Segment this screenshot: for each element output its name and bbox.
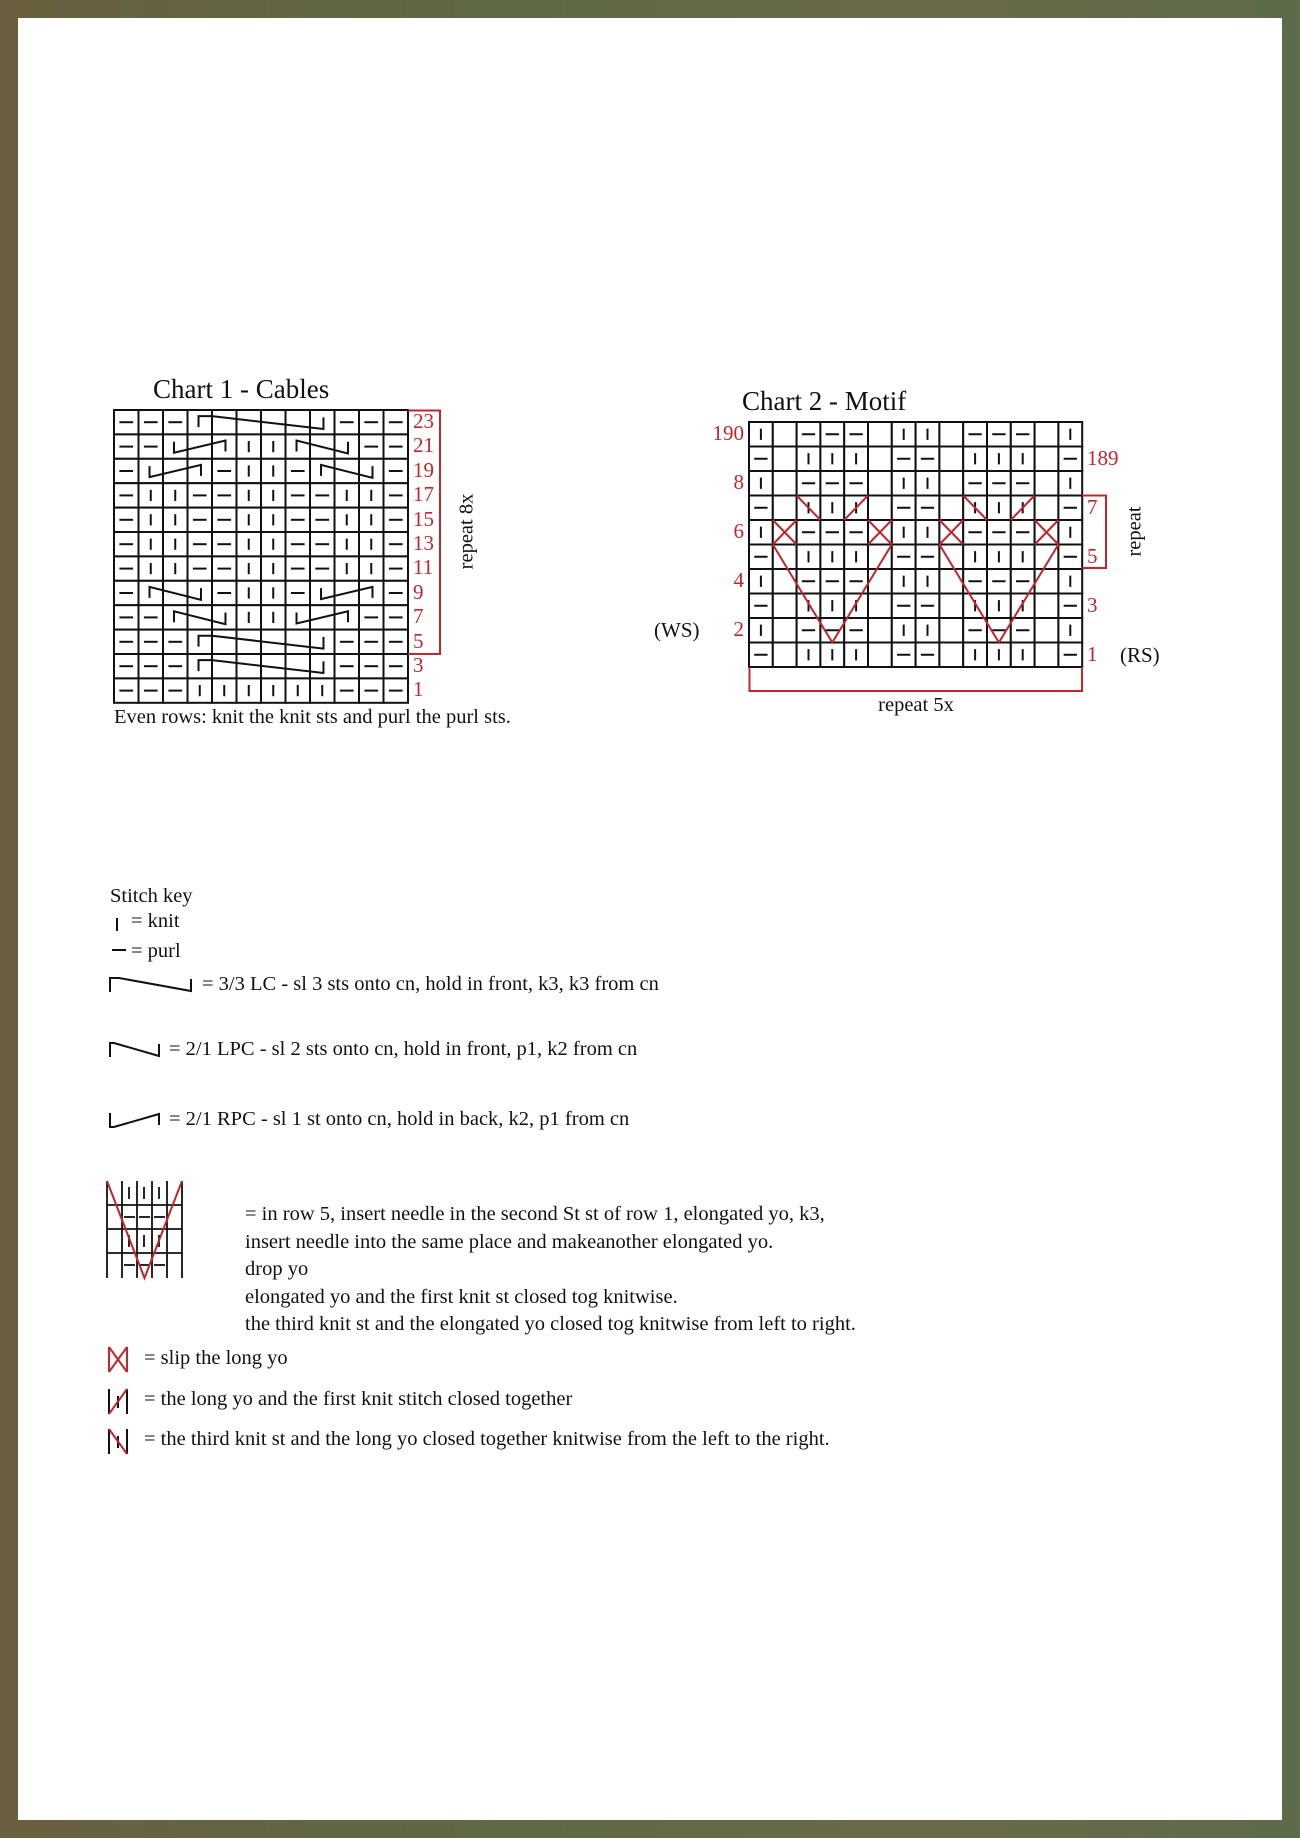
- chart-cell: [188, 410, 213, 434]
- rs-label: (RS): [1120, 643, 1160, 667]
- chart2-left-row-label: 190: [712, 421, 744, 445]
- chart-cell: [310, 459, 335, 483]
- key-slip: = slip the long yo: [144, 1347, 288, 1369]
- chart-cell: [286, 654, 311, 678]
- chart1-row-label: 7: [413, 604, 424, 629]
- chart-cell: [310, 410, 335, 434]
- chart-cell: [939, 643, 963, 668]
- chart-cell: [773, 643, 797, 668]
- key-knit: = knit: [131, 910, 180, 932]
- chart2-grid: [749, 422, 1089, 672]
- chart2-left-row-label: 6: [733, 519, 744, 543]
- chart-cell: [286, 434, 311, 458]
- chart-cell: [868, 471, 892, 496]
- chart1-row-label: 9: [413, 579, 424, 604]
- chart2-left-row-label: 4: [733, 568, 744, 592]
- chart-cell: [1035, 618, 1059, 643]
- chart-cell: [939, 422, 963, 447]
- chart-cell: [1035, 471, 1059, 496]
- chart1-row-label: 15: [413, 506, 434, 531]
- chart-cell: [773, 594, 797, 619]
- left-close-icon: [108, 1388, 130, 1416]
- chart-cell: [868, 496, 892, 521]
- chart-cell: [359, 459, 384, 483]
- chart-cell: [286, 605, 311, 629]
- chart-cell: [286, 630, 311, 654]
- pattern-page: [18, 18, 1282, 1820]
- chart-cell: [188, 581, 213, 605]
- chart-cell: [773, 569, 797, 594]
- chart1-title: Chart 1 - Cables: [153, 374, 330, 404]
- chart-cell: [335, 434, 360, 458]
- chart-cell: [1035, 569, 1059, 594]
- chart-cell: [1035, 643, 1059, 668]
- chart-cell: [286, 410, 311, 434]
- chart-cell: [163, 605, 188, 629]
- chart-cell: [868, 618, 892, 643]
- motif-description-line: elongated yo and the first knit st closed tog knitwise.: [245, 1285, 678, 1308]
- chart-cell: [939, 618, 963, 643]
- chart-cell: [212, 654, 237, 678]
- chart-cell: [1035, 422, 1059, 447]
- chart2-repeat-5x-bracket: [749, 667, 1089, 697]
- lc-cable-icon: [109, 975, 199, 995]
- chart1-row-label: 17: [413, 482, 434, 507]
- chart-cell: [188, 459, 213, 483]
- motif-description-line: drop yo: [245, 1258, 309, 1280]
- chart1-row-label: 23: [413, 409, 434, 433]
- chart-cell: [868, 569, 892, 594]
- chart-cell: [212, 434, 237, 458]
- knit-symbol-icon: [114, 915, 122, 935]
- chart-cell: [939, 569, 963, 594]
- chart1-row-label: 3: [413, 653, 424, 677]
- chart-cell: [139, 459, 164, 483]
- chart-cell: [212, 605, 237, 629]
- chart1-repeat-label: repeat 8x: [455, 493, 478, 570]
- chart-cell: [773, 496, 797, 521]
- chart-cell: [139, 581, 164, 605]
- chart2-right-row-label: 7: [1087, 494, 1098, 519]
- key-purl: = purl: [131, 940, 181, 962]
- chart2-right-row-label: 189: [1087, 445, 1119, 470]
- chart1-row-label: 11: [413, 555, 434, 580]
- chart-cell: [188, 630, 213, 654]
- chart-cell: [773, 471, 797, 496]
- motif-mini-chart-icon: [106, 1181, 188, 1281]
- chart2-repeat-label: repeat: [1123, 506, 1146, 557]
- chart-cell: [939, 471, 963, 496]
- chart1-row-label: 1: [413, 677, 424, 702]
- chart2-right-row-label: 3: [1087, 592, 1098, 617]
- chart-cell: [335, 605, 360, 629]
- chart-cell: [1035, 594, 1059, 619]
- chart-cell: [163, 434, 188, 458]
- ws-label: (WS): [654, 618, 700, 642]
- chart1-grid: [114, 410, 414, 710]
- key-lc: = 3/3 LC - sl 3 sts onto cn, hold in front, k3, k3 from cn: [202, 973, 659, 995]
- chart1-row-label: 19: [413, 457, 434, 482]
- chart2-right-row-label: 5: [1087, 543, 1098, 568]
- chart-cell: [868, 422, 892, 447]
- chart-cell: [359, 581, 384, 605]
- chart-cell: [310, 630, 335, 654]
- purl-symbol-icon: [112, 945, 132, 955]
- chart1-row-label: 21: [413, 433, 434, 458]
- chart-cell: [868, 594, 892, 619]
- rpc-cable-icon: [109, 1110, 169, 1130]
- slip-long-yo-icon: [108, 1346, 130, 1374]
- key-right-close: = the third knit st and the long yo closed together knitwise from the left to the right.: [144, 1428, 830, 1450]
- chart-cell: [868, 447, 892, 472]
- chart2-left-row-label: 8: [733, 470, 744, 494]
- motif-description-line: = in row 5, insert needle in the second St st of row 1, elongated yo, k3,: [245, 1203, 825, 1225]
- chart-cell: [939, 594, 963, 619]
- stitch-key-heading: Stitch key: [110, 885, 193, 907]
- chart1-row-label: 13: [413, 531, 434, 555]
- chart-cell: [939, 496, 963, 521]
- chart-cell: [310, 654, 335, 678]
- chart-cell: [1035, 496, 1059, 521]
- motif-description-line: insert needle into the same place and makeanother elongated yo.: [245, 1230, 774, 1253]
- key-lpc: = 2/1 LPC - sl 2 sts onto cn, hold in front, p1, k2 from cn: [169, 1038, 638, 1060]
- chart-cell: [773, 618, 797, 643]
- chart2-repeat-5x-label: repeat 5x: [878, 694, 954, 716]
- chart1-note: Even rows: knit the knit sts and purl the purl sts.: [114, 706, 511, 728]
- key-left-close: = the long yo and the first knit stitch closed together: [144, 1388, 573, 1410]
- chart2-left-row-label: 2: [733, 617, 744, 641]
- right-close-icon: [108, 1428, 130, 1456]
- chart1-row-label: 5: [413, 628, 424, 653]
- chart2-title: Chart 2 - Motif: [742, 386, 907, 416]
- chart-cell: [310, 581, 335, 605]
- chart-cell: [773, 422, 797, 447]
- key-rpc: = 2/1 RPC - sl 1 st onto cn, hold in back, k2, p1 from cn: [169, 1108, 630, 1130]
- lpc-cable-icon: [109, 1040, 169, 1060]
- chart-cell: [868, 643, 892, 668]
- chart-cell: [1035, 447, 1059, 472]
- chart-cell: [212, 410, 237, 434]
- motif-description-line: the third knit st and the elongated yo closed tog knitwise from left to right.: [245, 1313, 856, 1335]
- chart-cell: [773, 447, 797, 472]
- chart-cell: [939, 447, 963, 472]
- chart-cell: [212, 630, 237, 654]
- chart2-right-row-label: 1: [1087, 641, 1098, 666]
- chart-cell: [188, 654, 213, 678]
